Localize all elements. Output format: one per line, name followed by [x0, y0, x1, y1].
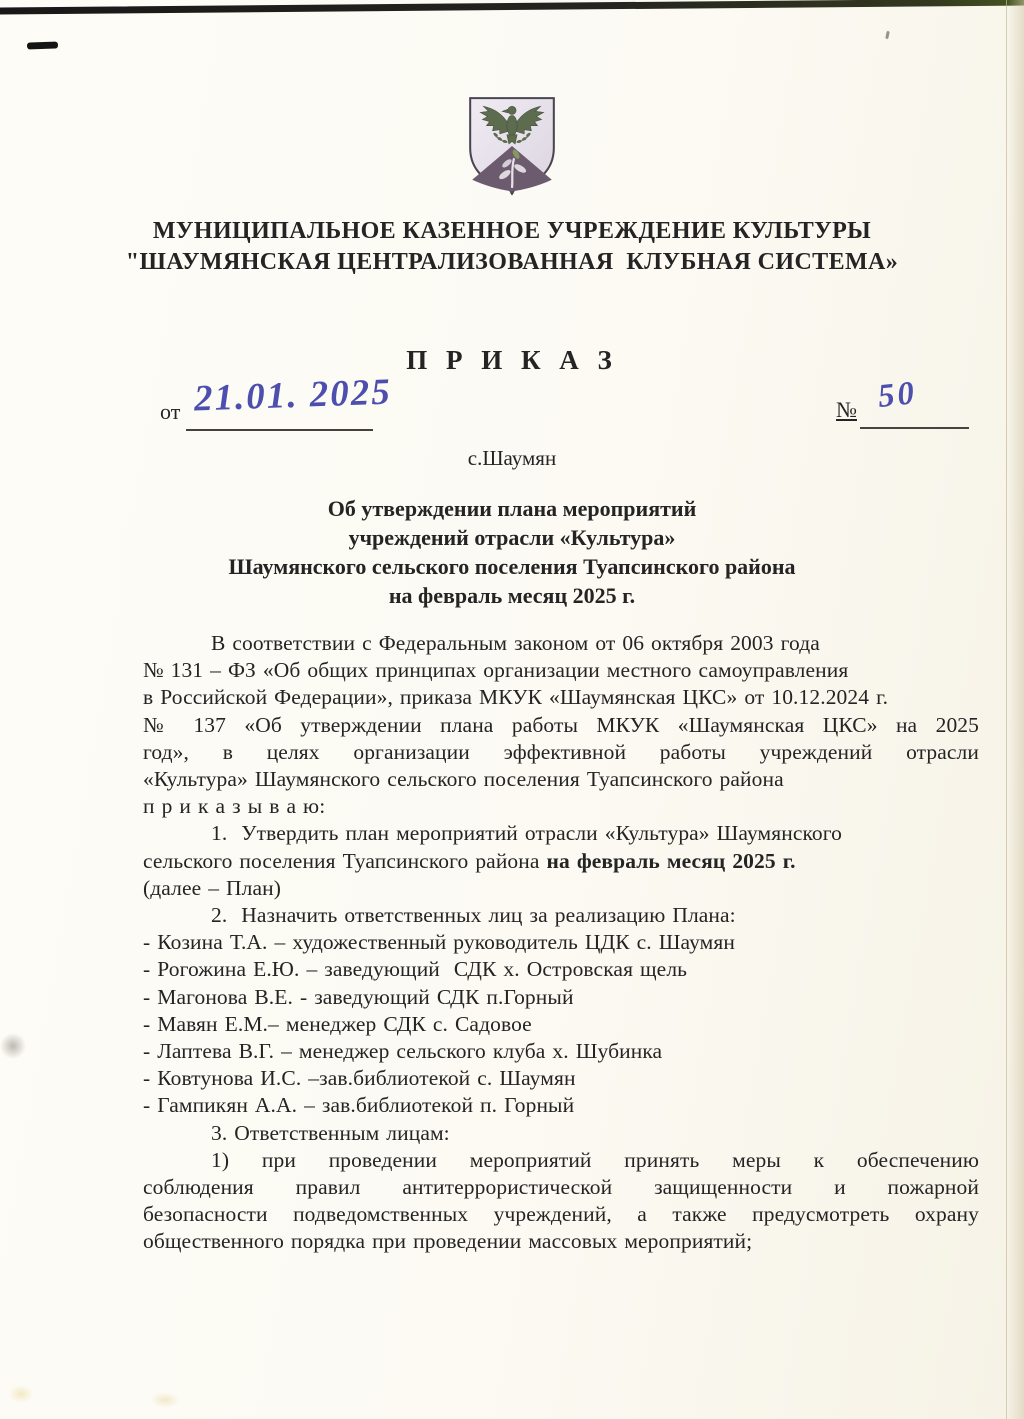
body-line-17: - Ковтунова И.С. –зав.библиотекой с. Шаумян: [143, 1066, 576, 1091]
body-line-7: п р и к а з ы в а ю:: [143, 794, 326, 819]
body-line-22: безопасности подведомственных учреждений, а также предусмотреть охрану: [143, 1202, 979, 1227]
body-line-2: № 131 – ФЗ «Об общих принципах организации местного самоуправления: [143, 658, 849, 683]
body-line-14: - Магонова В.Е. - заведующий СДК п.Горный: [143, 984, 574, 1009]
number-underline: [860, 427, 969, 429]
body-line-20: 1) при проведении мероприятий принять меры к обеспечению: [211, 1147, 979, 1172]
body-line-6: «Культура» Шаумянского сельского поселения Туапсинского района: [143, 767, 784, 792]
body-line-11: 2. Назначить ответственных лиц за реализацию Плана:: [211, 903, 736, 928]
body-line-10: (далее – План): [143, 875, 282, 900]
body-line-23: общественного порядка при проведении массовых мероприятий;: [143, 1229, 753, 1254]
scan-dash-artifact: [27, 41, 58, 49]
order-body: [143, 630, 979, 1256]
date-underline: [186, 429, 373, 431]
subject-line-1: Об утверждении плана мероприятий: [327, 496, 697, 521]
scan-blot-artifact: [8, 1385, 34, 1403]
document-title: П Р И К А З: [406, 345, 618, 375]
subject-block: [0, 494, 1024, 610]
subject-line-4: на февраль месяц 2025 г.: [388, 583, 636, 608]
scan-speck-artifact: [885, 31, 890, 39]
body-line-9-normal: сельского поселения Туапсинского района: [143, 848, 547, 873]
body-line-9-bold: на февраль месяц 2025 г.: [546, 848, 796, 873]
body-line-21: соблюдения правил антитеррористической защищенности и пожарной: [143, 1175, 979, 1200]
scan-right-edge-artifact: [1006, 0, 1024, 1419]
body-line-1: В соответствии с Федеральным законом от 06 октября 2003 года: [211, 631, 820, 655]
coat-of-arms-icon: [454, 93, 570, 195]
body-line-12: - Козина Т.А. – художественный руководитель ЦДК с. Шаумян: [143, 930, 735, 955]
scan-blot-artifact: [150, 1392, 180, 1408]
body-line-13: - Рогожина Е.Ю. – заведующий СДК х. Островская щель: [143, 957, 688, 982]
subject-line-2: учреждений отрасли «Культура»: [348, 525, 676, 550]
body-line-19: 3. Ответственным лицам:: [211, 1120, 450, 1145]
org-name-line2: "ШАУМЯНСКАЯ ЦЕНТРАЛИЗОВАННАЯ КЛУБНАЯ СИСТЕМА»: [125, 249, 899, 275]
date-label: от: [160, 399, 181, 424]
scan-edge-artifact: [0, 0, 1024, 15]
body-line-4: № 137 «Об утверждении плана работы МКУК «Шаумянская ЦКС» на 2025: [143, 712, 979, 737]
body-line-8: 1. Утвердить план мероприятий отрасли «Культура» Шаумянского: [211, 821, 843, 846]
date-handwritten-value: 21.01. 2025: [193, 371, 393, 420]
body-line-9: [143, 848, 979, 875]
scan-smudge-artifact: [0, 1033, 26, 1059]
number-label: №: [836, 397, 857, 422]
body-line-3: в Российской Федерации», приказа МКУК «Шаумянская ЦКС» от 10.12.2024 г.: [143, 685, 889, 710]
body-line-15: - Мавян Е.М.– менеджер СДК с. Садовое: [143, 1011, 532, 1036]
subject-line-3: Шаумянского сельского поселения Туапсинского района: [228, 554, 796, 579]
number-handwritten-value: 50: [876, 375, 919, 415]
body-line-5: год», в целях организации эффективной работы учреждений отрасли: [143, 739, 979, 764]
place-line: с.Шаумян: [467, 446, 557, 470]
body-line-18: - Гампикян А.А. – зав.библиотекой п. Горный: [143, 1093, 575, 1118]
body-line-16: - Лаптева В.Г. – менеджер сельского клуба х. Шубинка: [143, 1039, 663, 1064]
org-name-line1: МУНИЦИПАЛЬНОЕ КАЗЕННОЕ УЧРЕЖДЕНИЕ КУЛЬТУРЫ: [152, 218, 872, 244]
